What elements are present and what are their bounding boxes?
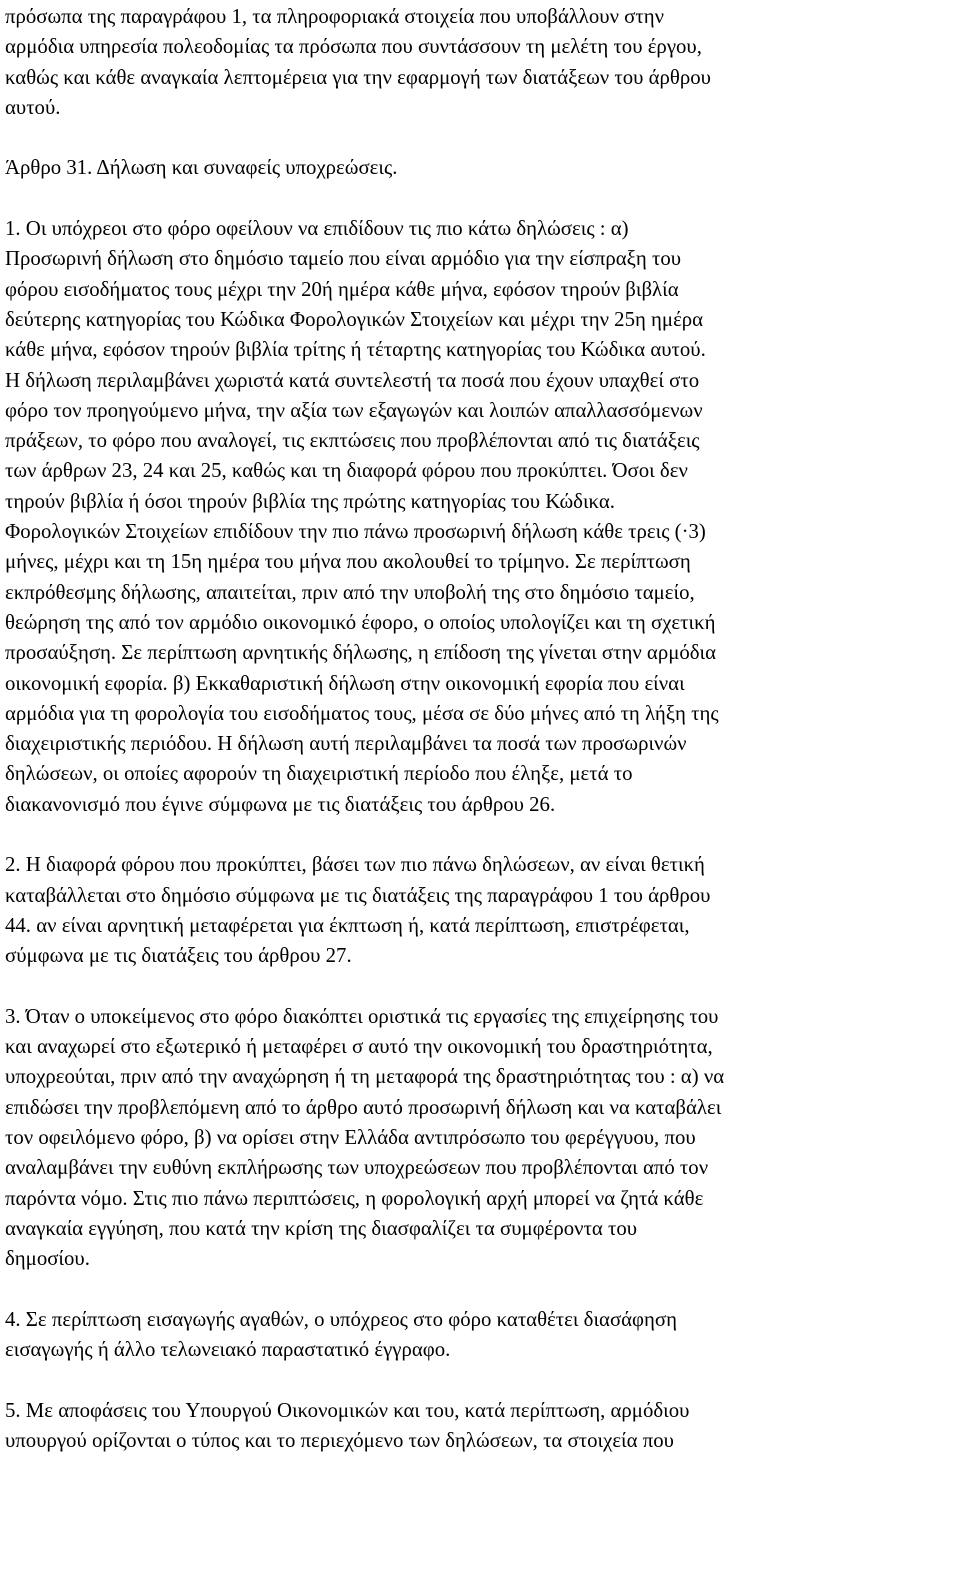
text-line: τον οφειλόμενο φόρο, β) να ορίσει στην Ελλάδα αντιπρόσωπο του φερέγγυου, που — [5, 1125, 696, 1149]
text-line: υπουργού ορίζονται ο τύπος και το περιεχόμενο των δηλώσεων, τα στοιχεία που — [5, 1428, 674, 1452]
text-line: δηλώσεων, οι οποίες αφορούν τη διαχειριστική περίοδο που έληξε, μετά το — [5, 762, 633, 786]
text-line: επιδώσει την προβλεπόμενη από το άρθρο αυτό προσωρινή δήλωση και να καταβάλει — [5, 1095, 722, 1119]
text-line: 2. Η διαφορά φόρου που προκύπτει, βάσει των πιο πάνω δηλώσεων, αν είναι θετική — [5, 853, 705, 877]
text-line: δεύτερης κατηγορίας του Κώδικα Φορολογικών Στοιχείων και μέχρι την 25η ημέρα — [5, 307, 704, 331]
text-line: οικονομική εφορία. β) Εκκαθαριστική δήλωση στην οικονομική εφορία που είναι — [5, 671, 685, 695]
text-line: προσαύξηση. Σε περίπτωση αρνητικής δήλωσης, η επίδοση της γίνεται στην αρμόδια — [5, 641, 717, 665]
text-line: αρμόδια για τη φορολογία του εισοδήματος τους, μέσα σε δύο μήνες από τη λήξη της — [5, 701, 719, 725]
text-line: 3. Όταν ο υποκείμενος στο φόρο διακόπτει οριστικά τις εργασίες της επιχείρησης του — [5, 1004, 719, 1028]
text-line: μήνες, μέχρι και τη 15η ημέρα του μήνα που ακολουθεί το τρίμηνο. Σε περίπτωση — [5, 550, 691, 574]
paragraph-1 — [5, 214, 960, 820]
text-line: δημοσίου. — [5, 1247, 90, 1271]
text-line: τηρούν βιβλία ή όσοι τηρούν βιβλία της πρώτης κατηγορίας του Κώδικα. — [5, 489, 615, 513]
text-line: καθώς και κάθε αναγκαία λεπτομέρεια για την εφαρμογή των διατάξεων του άρθρου — [5, 65, 711, 89]
text-line: θεώρηση της από τον αρμόδιο οικονομικό έφορο, ο οποίος υπολογίζει και τη σχετική — [5, 610, 716, 634]
text-line: Φορολογικών Στοιχείων επιδίδουν την πιο πάνω προσωρινή δήλωση κάθε τρεις (·3) — [5, 520, 706, 544]
text-line: 5. Με αποφάσεις του Υπουργού Οικονομικών και του, κατά περίπτωση, αρμόδιου — [5, 1398, 690, 1422]
text-line: αναγκαία εγγύηση, που κατά την κρίση της διασφαλίζει τα συμφέροντα του — [5, 1216, 638, 1240]
text-line: αυτού. — [5, 95, 61, 119]
text-line: Προσωρινή δήλωση στο δημόσιο ταμείο που είναι αρμόδιο για την είσπραξη του — [5, 247, 682, 271]
text-line: διακανονισμό που έγινε σύμφωνα με τις διατάξεις του άρθρου 26. — [5, 792, 556, 816]
text-line: πρόσωπα της παραγράφου 1, τα πληροφοριακά στοιχεία που υποβάλλουν στην — [5, 5, 665, 28]
paragraph-3 — [5, 1002, 960, 1275]
text-line: 44. αν είναι αρνητική μεταφέρεται για έκπτωση ή, κατά περίπτωση, επιστρέφεται, — [5, 913, 690, 937]
text-line: παρόντα νόμο. Στις πιο πάνω περιπτώσεις, η φορολογική αρχή μπορεί να ζητά κάθε — [5, 1186, 704, 1210]
text-line: των άρθρων 23, 24 και 25, καθώς και τη διαφορά φόρου που προκύπτει. Όσοι δεν — [5, 459, 688, 483]
text-line: υποχρεούται, πριν από την αναχώρηση ή τη μεταφορά της δραστηριότητας του : α) να — [5, 1065, 725, 1089]
text-line: φόρου εισοδήματος τους μέχρι την 20ή ημέρα κάθε μήνα, εφόσον τηρούν βιβλία — [5, 277, 679, 301]
text-line: αρμόδια υπηρεσία πολεοδομίας τα πρόσωπα που συντάσσουν τη μελέτη του έργου, — [5, 35, 702, 59]
text-line: φόρο τον προηγούμενο μήνα, την αξία των εξαγωγών και λοιπών απαλλασσόμενων — [5, 398, 703, 422]
text-line: Η δήλωση περιλαμβάνει χωριστά κατά συντελεστή τα ποσά που έχουν υπαχθεί στο — [5, 368, 700, 392]
text-line: 1. Οι υπόχρεοι στο φόρο οφείλουν να επιδίδουν τις πιο κάτω δηλώσεις : α) — [5, 217, 629, 241]
text-line: αναλαμβάνει την ευθύνη εκπλήρωσης των υποχρεώσεων που προβλέπονται από τον — [5, 1156, 709, 1180]
article-heading — [5, 153, 960, 183]
paragraph-5 — [5, 1396, 960, 1457]
text-line: και αναχωρεί στο εξωτερικό ή μεταφέρει σ αυτό την οικονομική του δραστηριότητα, — [5, 1035, 713, 1059]
intro-continuation-paragraph — [5, 2, 960, 123]
heading-line: Άρθρο 31. Δήλωση και συναφείς υποχρεώσεις. — [5, 156, 398, 180]
text-line: 4. Σε περίπτωση εισαγωγής αγαθών, ο υπόχρεος στο φόρο καταθέτει διασάφηση — [5, 1307, 678, 1331]
text-line: κάθε μήνα, εφόσον τηρούν βιβλία τρίτης ή τέταρτης κατηγορίας του Κώδικα αυτού. — [5, 338, 706, 362]
text-line: πράξεων, το φόρο που αναλογεί, τις εκπτώσεις που προβλέπονται από τις διατάξεις — [5, 429, 700, 453]
text-line: διαχειριστικής περιόδου. Η δήλωση αυτή περιλαμβάνει τα ποσά των προσωρινών — [5, 732, 687, 756]
text-line: σύμφωνα με τις διατάξεις του άρθρου 27. — [5, 944, 352, 968]
text-line: εκπρόθεσμης δήλωσης, απαιτείται, πριν από την υποβολή της στο δημόσιο ταμείο, — [5, 580, 695, 604]
text-line: καταβάλλεται στο δημόσιο σύμφωνα με τις διατάξεις της παραγράφου 1 του άρθρου — [5, 883, 711, 907]
paragraph-2 — [5, 850, 960, 971]
text-line: εισαγωγής ή άλλο τελωνειακό παραστατικό έγγραφο. — [5, 1338, 451, 1362]
paragraph-4 — [5, 1305, 960, 1366]
